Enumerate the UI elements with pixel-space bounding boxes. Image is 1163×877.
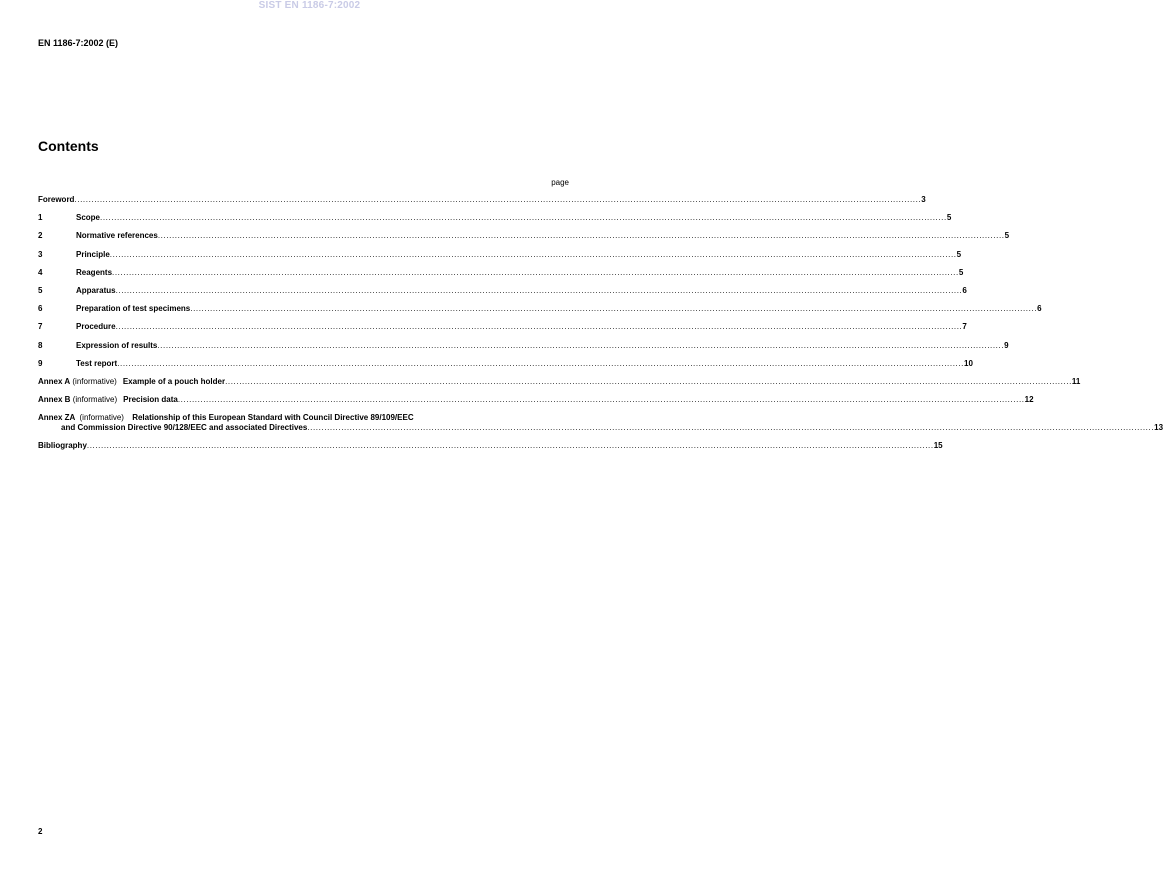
- leader-dots: ............................................................................................................................................................................................................................................................................................................: [177, 395, 1025, 405]
- annex-note: (informative): [72, 376, 117, 386]
- toc-number: 2: [38, 231, 43, 241]
- toc-title: Precision data: [123, 395, 178, 405]
- toc-title: Bibliography: [38, 441, 87, 451]
- toc-entry-apparatus[interactable]: [38, 285, 967, 296]
- leader-dots: ............................................................................................................................................................................................................................................................................................................: [190, 304, 1038, 314]
- leader-dots: ............................................................................................................................................................................................................................................................................................................: [74, 195, 922, 204]
- toc-entry-normative-references[interactable]: [38, 231, 1010, 241]
- toc-page: 3: [921, 195, 926, 204]
- toc-number: 8: [38, 340, 43, 350]
- toc-page: 12: [1024, 395, 1034, 405]
- toc-page: 13: [1154, 423, 1163, 433]
- leader-dots: ............................................................................................................................................................................................................................................................................................................: [225, 376, 1072, 386]
- toc-entry-foreword[interactable]: [38, 195, 926, 205]
- toc-entry-reagents[interactable]: [38, 267, 964, 278]
- toc-entry-annex-za[interactable]: [38, 413, 1163, 433]
- toc-page: 5: [1004, 231, 1010, 241]
- watermark: SIST EN 1186-7:2002: [258, 0, 361, 11]
- contents-title: Contents: [38, 138, 99, 154]
- leader-dots: ............................................................................................................................................................................................................................................................................................................: [115, 285, 963, 295]
- table-of-contents: [38, 195, 1163, 460]
- toc-page: 5: [958, 267, 964, 277]
- toc-entry-annex-b[interactable]: [38, 395, 1034, 405]
- page-column-label: page: [551, 178, 569, 187]
- toc-title: Normative references: [76, 231, 158, 241]
- leader-dots: ............................................................................................................................................................................................................................................................................................................: [117, 358, 964, 368]
- toc-number: 4: [38, 267, 43, 277]
- toc-number: 9: [38, 358, 43, 368]
- toc-title: Reagents: [76, 267, 113, 277]
- toc-entry-test-report[interactable]: [38, 358, 973, 369]
- toc-entry-procedure[interactable]: [38, 322, 967, 332]
- annex-note: (informative): [72, 395, 118, 405]
- annex-label: Annex B: [38, 395, 71, 405]
- toc-page: 11: [1071, 376, 1081, 386]
- toc-entry-preparation[interactable]: [38, 304, 1042, 314]
- toc-entry-principle[interactable]: [38, 249, 962, 260]
- toc-title: Procedure: [76, 322, 116, 332]
- toc-page: 6: [962, 285, 967, 295]
- leader-dots: ............................................................................................................................................................................................................................................................................................................: [100, 213, 947, 223]
- toc-entry-annex-a[interactable]: [38, 376, 1081, 387]
- toc-number: 1: [38, 213, 43, 223]
- toc-title: Scope: [76, 213, 101, 223]
- toc-entry-scope[interactable]: [38, 213, 952, 223]
- toc-line: [38, 423, 1163, 433]
- toc-title: Foreword: [38, 195, 75, 204]
- toc-page: 10: [964, 358, 973, 368]
- toc-title-continued: and Commission Directive 90/128/EEC and associated Directives: [61, 423, 308, 433]
- leader-dots: ............................................................................................................................................................................................................................................................................................................: [157, 340, 1005, 350]
- toc-page: 5: [956, 249, 962, 259]
- toc-entry-bibliography[interactable]: [38, 441, 943, 451]
- toc-page: 9: [1004, 340, 1009, 350]
- toc-page: 7: [962, 322, 967, 332]
- leader-dots: ............................................................................................................................................................................................................................................................................................................: [109, 249, 957, 259]
- leader-dots: ............................................................................................................................................................................................................................................................................................................: [307, 423, 1155, 433]
- toc-entry-expression-of-results[interactable]: [38, 340, 1009, 351]
- leader-dots: ............................................................................................................................................................................................................................................................................................................: [112, 267, 959, 277]
- toc-number: 7: [38, 322, 43, 332]
- annex-label: Annex A: [38, 376, 71, 386]
- toc-title: Example of a pouch holder: [122, 376, 226, 386]
- leader-dots: ............................................................................................................................................................................................................................................................................................................: [86, 441, 934, 451]
- toc-title: Apparatus: [76, 285, 116, 295]
- annex-label: Annex ZA: [38, 413, 76, 423]
- toc-page: 6: [1037, 304, 1042, 314]
- toc-title: Expression of results: [76, 340, 158, 350]
- document-id: EN 1186-7:2002 (E): [38, 38, 119, 48]
- toc-line: [38, 413, 569, 423]
- toc-title: Preparation of test specimens: [76, 304, 191, 314]
- leader-dots: ............................................................................................................................................................................................................................................................................................................: [157, 231, 1005, 241]
- toc-number: 6: [38, 304, 43, 314]
- annex-note: (informative): [79, 413, 124, 423]
- toc-page: 15: [933, 441, 943, 451]
- toc-number: 3: [38, 249, 43, 259]
- toc-page: 5: [946, 213, 952, 223]
- leader-dots: ............................................................................................................................................................................................................................................................................................................: [115, 322, 963, 332]
- toc-title: Principle: [76, 249, 110, 259]
- toc-number: 5: [38, 285, 43, 295]
- toc-title: Relationship of this European Standard with Council Directive 89/109/EEC: [132, 413, 414, 423]
- page-number: 2: [38, 827, 43, 836]
- toc-title: Test report: [76, 358, 118, 368]
